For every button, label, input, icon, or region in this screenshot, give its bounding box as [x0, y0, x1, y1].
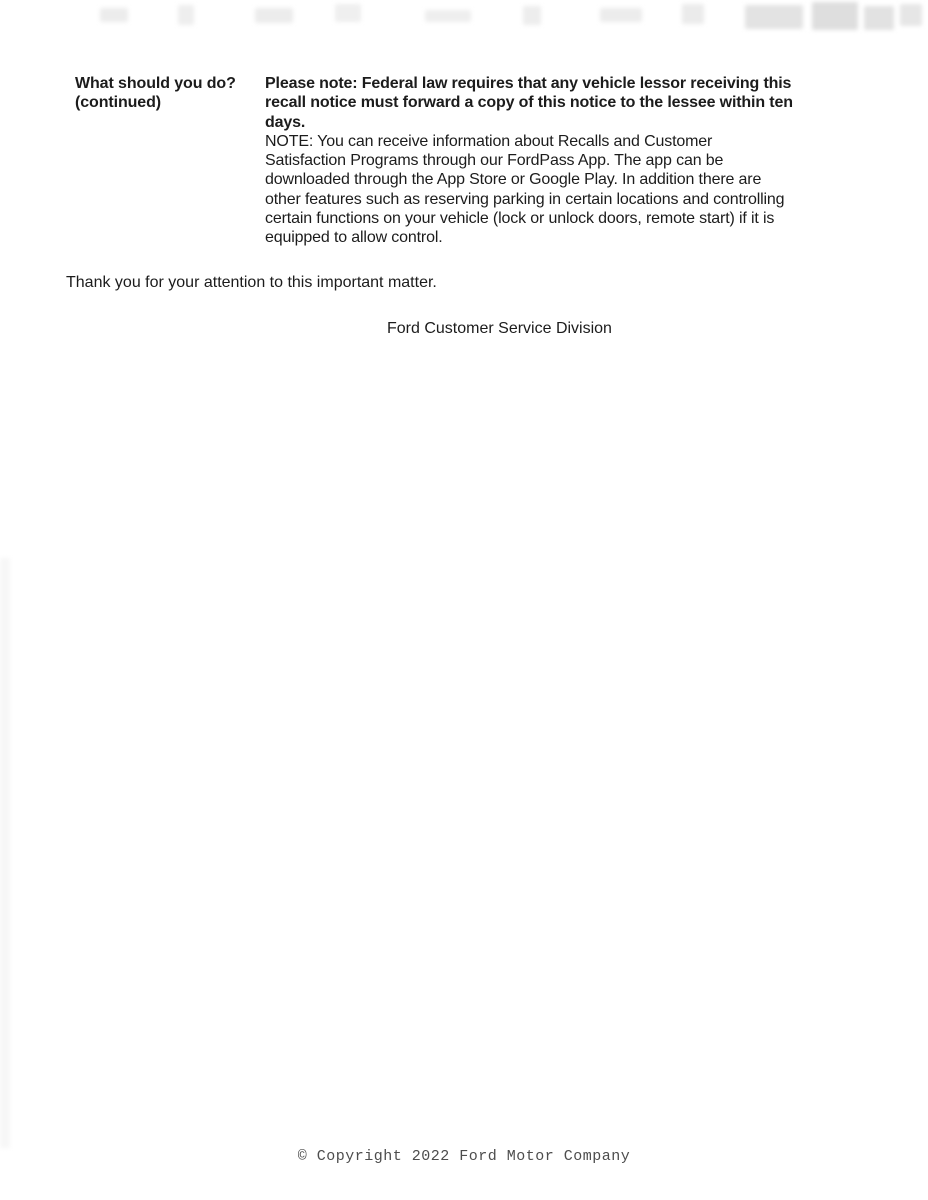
lessor-notice-line: Please note: Federal law requires that any vehicle lessor receiving this — [265, 75, 792, 92]
signature-ford-customer-service: Ford Customer Service Division — [387, 320, 612, 337]
noise-speck — [745, 5, 803, 29]
section-heading-line1: What should you do? — [75, 75, 236, 92]
recall-body-text — [265, 74, 865, 248]
noise-speck — [255, 8, 293, 23]
lessor-notice-line: days. — [265, 113, 306, 131]
section-heading-line2: (continued) — [75, 94, 161, 112]
closing-sentence: Thank you for your attention to this important matter. — [66, 274, 437, 291]
noise-speck — [523, 6, 541, 25]
noise-speck — [864, 6, 894, 30]
lessor-notice-line: recall notice must forward a copy of this notice to the lessee within ten — [265, 94, 793, 112]
noise-speck — [178, 5, 194, 25]
noise-speck — [100, 8, 128, 22]
fordpass-note-line: certain functions on your vehicle (lock or unlock doors, remote start) if it is — [265, 210, 775, 228]
fordpass-note-line: downloaded through the App Store or Google Play. In addition there are — [265, 171, 762, 189]
noise-speck — [682, 4, 704, 24]
copyright-footer: © Copyright 2022 Ford Motor Company — [297, 1148, 631, 1165]
noise-speck — [600, 8, 642, 22]
noise-speck — [900, 4, 922, 26]
fordpass-note-line: Satisfaction Programs through our FordPass App. The app can be — [265, 152, 724, 170]
section-heading-what-should-you-do — [75, 74, 265, 113]
noise-speck — [425, 10, 471, 22]
noise-speck — [335, 4, 361, 22]
fordpass-note-line: NOTE: You can receive information about Recalls and Customer — [265, 132, 713, 150]
noise-speck — [812, 2, 858, 30]
fordpass-note-line: other features such as reserving parking in certain locations and controlling — [265, 190, 785, 208]
fordpass-note-line: equipped to allow control. — [265, 229, 443, 247]
scan-streak-left — [0, 558, 10, 1148]
